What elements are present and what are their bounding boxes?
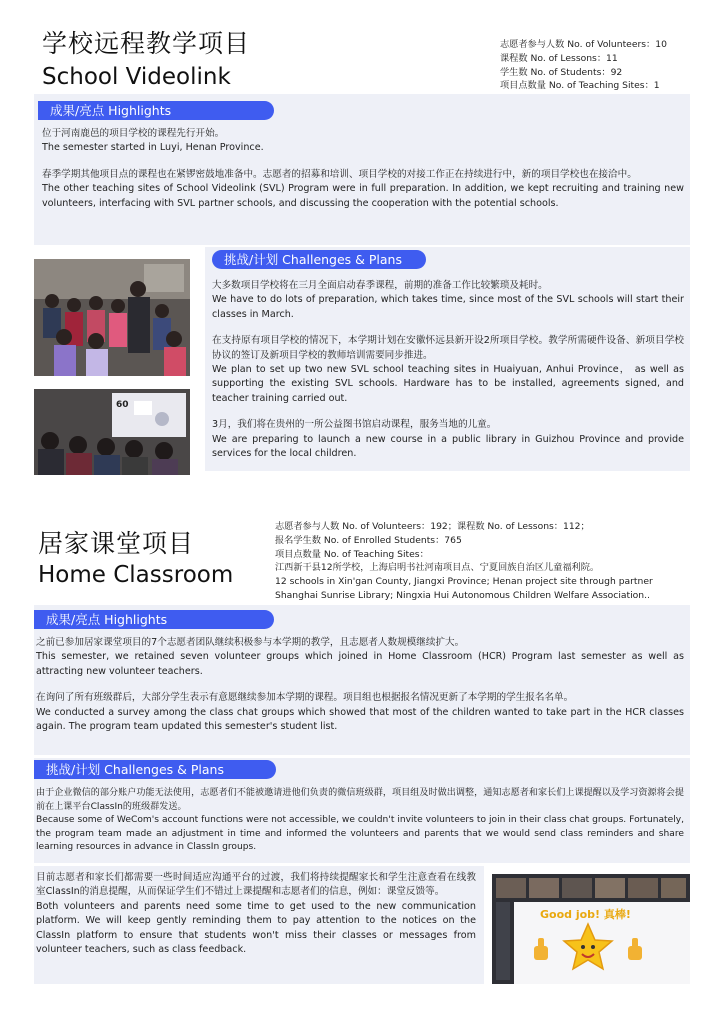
hcr-title-cn: 居家课堂项目 [38,529,195,558]
hcr-highlight-2-cn: 在询问了所有班级群后，大部分学生表示有意愿继续参加本学期的课程。项目组也根据报名情况更新了本学期的学生报名名单。 [36,692,574,704]
hcr-challenges-label: 挑战/计划 Challenges & Plans [34,760,276,779]
svl-classroom-photo [34,259,190,376]
hcr-stat-sites: 项目点数量 No. of Teaching Sites： [275,548,429,560]
svl-stat-sites: 项目点数量 No. of Teaching Sites：1 [500,80,660,92]
svl-stat-lessons: 课程数 No. of Lessons：11 [500,52,618,64]
svl-highlights-text [42,127,684,211]
svl-challenge-2-en: We plan to set up two new SVL school teaching sites in Huaiyuan, Anhui Province， as well as supporting the existing SVL schools. Hardware has to be installed, agreements signed, and teacher training carried out. [212,364,684,404]
video-call-illustration [492,874,690,984]
svl-highlights-label: 成果/亮点 Highlights [38,101,274,120]
hcr-stat-sites-en: 12 schools in Xin'gan County, Jiangxi Province; Henan project site through partner Shanghai Sunrise Library; Ningxia Hui Autonomous Children Welfare Association.. [275,576,653,601]
hcr-challenges-text-2 [36,871,476,957]
hcr-challenges-text-1 [36,787,684,855]
hcr-highlights-label: 成果/亮点 Highlights [34,610,274,629]
svl-challenge-1-cn: 大多数项目学校将在三月全面启动春季课程，前期的准备工作比较繁琐及耗时。 [212,280,548,291]
classroom-screen-illustration [34,389,190,475]
hcr-highlights-text [36,636,684,734]
svl-challenge-3-en: We are preparing to launch a new course in a public library in Guizhou Province and provide services for the local children. [212,433,684,460]
screen-number: 60 [116,400,129,410]
students-illustration [34,259,190,376]
svl-screen-photo [34,389,190,475]
svl-stat-students: 学生数 No. of Students：92 [500,66,623,78]
hcr-stat-sites-cn: 江西新干县12所学校，上海启明书社河南项目点、宁夏回族自治区儿童福利院。 [275,562,600,574]
hcr-stat-enrolled: 报名学生数 No. of Enrolled Students：765 [275,534,462,546]
hcr-highlight-1-cn: 之前已参加居家课堂项目的7个志愿者团队继续积极参与本学期的教学，且志愿者人数规模继续扩大。 [36,637,465,648]
hcr-challenge-2-cn: 目前志愿者和家长们都需要一些时间适应沟通平台的过渡，我们将持续提醒家长和学生注意查看在线教室ClassIn的消息提醒，从而保证学生们不错过上课提醒和志愿者们的信息，例如：课堂反馈等。 [36,872,476,898]
svl-challenge-3-cn: 3月，我们将在贵州的一所公益图书馆启动课程，服务当地的儿童。 [212,419,497,431]
hcr-stat-volunteers-lessons: 志愿者参与人数 No. of Volunteers：192；课程数 No. of Lessons：112； [275,521,590,532]
svl-stat-volunteers: 志愿者参与人数 No. of Volunteers：10 [500,39,667,50]
hcr-video-call-screenshot [492,874,690,984]
hcr-title-en: Home Classroom [38,562,234,588]
hcr-challenge-2-en: Both volunteers and parents need some time to get used to the new communication platform. We will keep gently reminding them to pay attention to the notices on the ClassIn platform to ensure that students won't miss their classes or messages from volunteer teachers, such as class feedback. [36,900,476,956]
svl-challenges-label: 挑战/计划 Challenges & Plans [212,250,426,269]
hcr-stats [275,520,695,603]
hcr-highlight-2-en: We conducted a survey among the class chat groups which showed that most of the children wanted to take part in the HCR classes again. The program team updated this semester's student list. [36,706,684,733]
svl-stats [500,38,667,93]
svl-challenge-1-en: We have to do lots of preparation, which takes time, since most of the SVL schools will start their classes in March. [212,294,684,320]
svl-title-cn: 学校远程教学项目 [42,29,251,58]
hcr-highlight-1-en: This semester, we retained seven volunteer groups which joined in Home Classroom (HCR) Program last semester as well as attracting new volunteer teachers. [36,651,684,677]
svl-highlight-2-cn: 春季学期其他项目点的课程也在紧锣密鼓地准备中。志愿者的招募和培训、项目学校的对接工作正在持续进行中，新的项目学校也在接洽中。 [42,168,637,180]
hcr-challenge-1-cn: 由于企业微信的部分账户功能无法使用，志愿者们不能被邀请进他们负责的微信班级群，项目组及时做出调整，通知志愿者和家长们上课提醒以及学习资源将会提前在上课平台ClassIn的班级群发送。 [36,788,684,812]
good-job-text: Good job! 真棒! [540,908,631,921]
svl-highlight-1-en: The semester started in Luyi, Henan Province. [42,142,264,154]
svl-title-en: School Videolink [42,64,231,90]
svl-highlight-1-cn: 位于河南鹿邑的项目学校的课程先行开始。 [42,128,225,139]
svl-challenge-2-cn: 在支持原有项目学校的情况下，本学期计划在安徽怀远县新开设2所项目学校。教学所需硬件设备、新项目学校协议的签订及新项目学校的教师培训需要同步推进。 [212,335,684,361]
svl-challenges-text [212,279,684,461]
hcr-challenge-1-en: Because some of WeCom's account functions were not accessible, we couldn't invite volunteers to join in their class chat groups. Fortunately, the program team made an adjustment in time and informed the volunteers and parents that we would send class reminders and share learning resources in advance in ClassIn groups. [36,815,684,853]
svl-highlight-2-en: The other teaching sites of School Videolink (SVL) Program were in full preparation. In addition, we kept recruiting and training new volunteers, interfacing with SVL partner schools, and discussing the cooperation with the potential schools. [42,183,684,209]
